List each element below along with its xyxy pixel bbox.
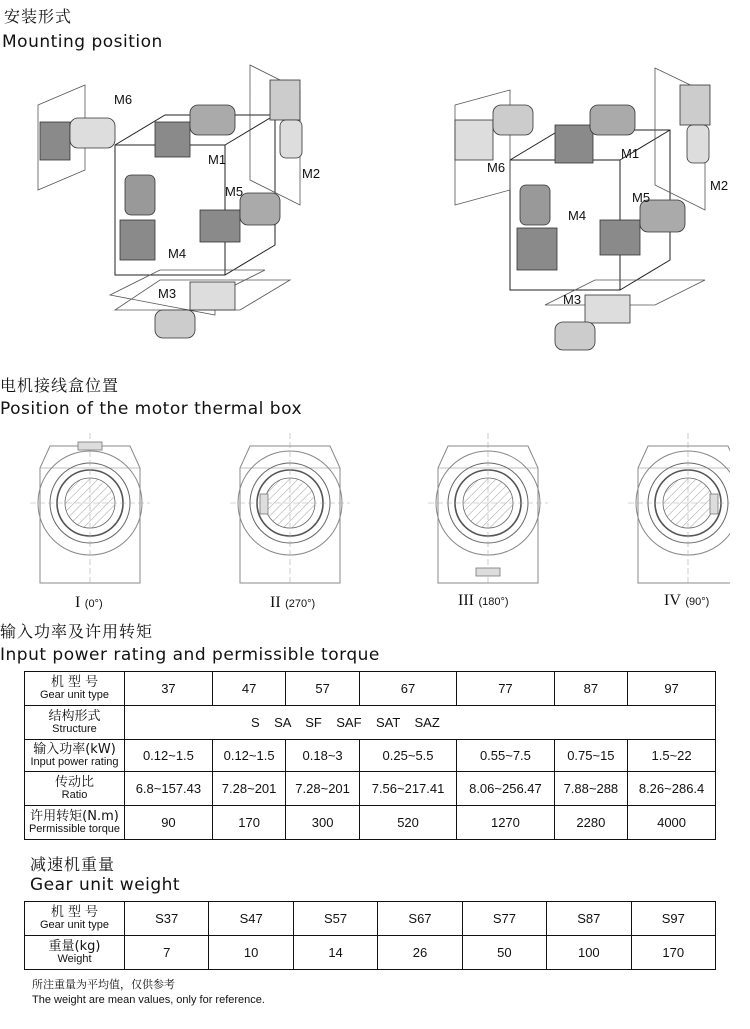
power-57: 0.18~3 [286,740,360,772]
weight-s87: 100 [547,936,631,970]
position-3-roman: IV [664,592,681,609]
weight-type-s47: S47 [209,902,293,936]
table-row [25,706,716,740]
row-head-type: 机 型 号 Gear unit type [25,672,125,706]
mount-label-m1-r: M1 [621,146,640,161]
type-77: 77 [457,672,554,706]
weight-title-en: Gear unit weight [30,875,181,895]
note-en: The weight are mean values, only for reference. [32,994,265,1006]
ratio-37: 6.8~157.43 [125,772,213,806]
table-row [25,672,716,706]
weight-s57: 14 [293,936,377,970]
mount-label-m1: M1 [208,152,227,167]
ratio-67: 7.56~217.41 [359,772,456,806]
thermal-box-drawings [30,428,730,588]
note-cn: 所注重量为平均值，仅供参考 [32,978,175,991]
type-87: 87 [554,672,628,706]
weight-type-s77: S77 [462,902,546,936]
mount-label-m3-r: M3 [563,292,582,307]
table-row [25,772,716,806]
position-0 [75,594,103,612]
mounting-title-cn: 安装形式 [4,7,73,26]
mount-label-m3: M3 [158,286,177,301]
mount-label-m5-r: M5 [632,190,651,205]
table-row [25,936,716,970]
row-head-power: 输入功率(kW) Input power rating [25,740,125,772]
mount-label-m2: M2 [302,166,321,181]
weight-s47: 10 [209,936,293,970]
weight-head-type: 机 型 号 Gear unit type [25,902,125,936]
ratio-97: 8.26~286.4 [628,772,716,806]
torque-67: 520 [359,806,456,840]
power-title-en: Input power rating and permissible torque [0,645,380,665]
mount-label-m4-r: M4 [568,208,587,223]
position-1-angle: (270°) [285,598,316,610]
type-57: 57 [286,672,360,706]
mount-label-m2-r: M2 [710,178,729,193]
thermal-title-en: Position of the motor thermal box [0,399,303,419]
power-table [24,671,716,840]
position-1 [270,594,315,612]
mount-label-m5: M5 [225,184,244,199]
torque-97: 4000 [628,806,716,840]
type-67: 67 [359,672,456,706]
ratio-77: 8.06~256.47 [457,772,554,806]
position-0-roman: I [75,594,81,611]
weight-type-s87: S87 [547,902,631,936]
weight-type-s37: S37 [125,902,209,936]
position-2 [458,592,509,610]
row-head-structure: 结构形式 Structure [25,706,125,740]
torque-77: 1270 [457,806,554,840]
weight-type-s67: S67 [378,902,462,936]
position-0-angle: (0°) [84,598,103,610]
power-97: 1.5~22 [628,740,716,772]
position-3-angle: (90°) [685,596,710,608]
mounting-diagram-right [425,60,745,360]
mount-label-m6-r: M6 [487,160,506,175]
power-47: 0.12~1.5 [212,740,286,772]
weight-head-weight: 重量(kg) Weight [25,936,125,970]
weight-s67: 26 [378,936,462,970]
weight-type-s57: S57 [293,902,377,936]
mounting-title-en: Mounting position [2,32,163,52]
mount-label-m6: M6 [114,92,133,107]
thermal-title-cn: 电机接线盒位置 [0,376,120,395]
type-97: 97 [628,672,716,706]
power-67: 0.25~5.5 [359,740,456,772]
torque-57: 300 [286,806,360,840]
position-3 [664,592,709,610]
table-row [25,740,716,772]
row-head-torque: 许用转矩(N.m) Permissible torque [25,806,125,840]
ratio-47: 7.28~201 [212,772,286,806]
mount-label-m4: M4 [168,246,187,261]
torque-87: 2280 [554,806,628,840]
weight-table [24,901,716,970]
power-title-cn: 输入功率及许用转矩 [0,622,154,641]
weight-title-cn: 减速机重量 [30,855,116,874]
ratio-87: 7.88~288 [554,772,628,806]
position-2-roman: III [458,592,474,609]
weight-s97: 170 [631,936,715,970]
mounting-diagram-left [30,60,350,360]
power-37: 0.12~1.5 [125,740,213,772]
row-head-ratio: 传动比 Ratio [25,772,125,806]
power-77: 0.55~7.5 [457,740,554,772]
structure-values: S SA SF SAF SAT SAZ [125,706,716,740]
type-47: 47 [212,672,286,706]
power-87: 0.75~15 [554,740,628,772]
weight-type-s97: S97 [631,902,715,936]
position-1-roman: II [270,594,281,611]
weight-s77: 50 [462,936,546,970]
torque-37: 90 [125,806,213,840]
type-37: 37 [125,672,213,706]
ratio-57: 7.28~201 [286,772,360,806]
weight-s37: 7 [125,936,209,970]
torque-47: 170 [212,806,286,840]
position-2-angle: (180°) [478,596,509,608]
table-row [25,902,716,936]
table-row [25,806,716,840]
